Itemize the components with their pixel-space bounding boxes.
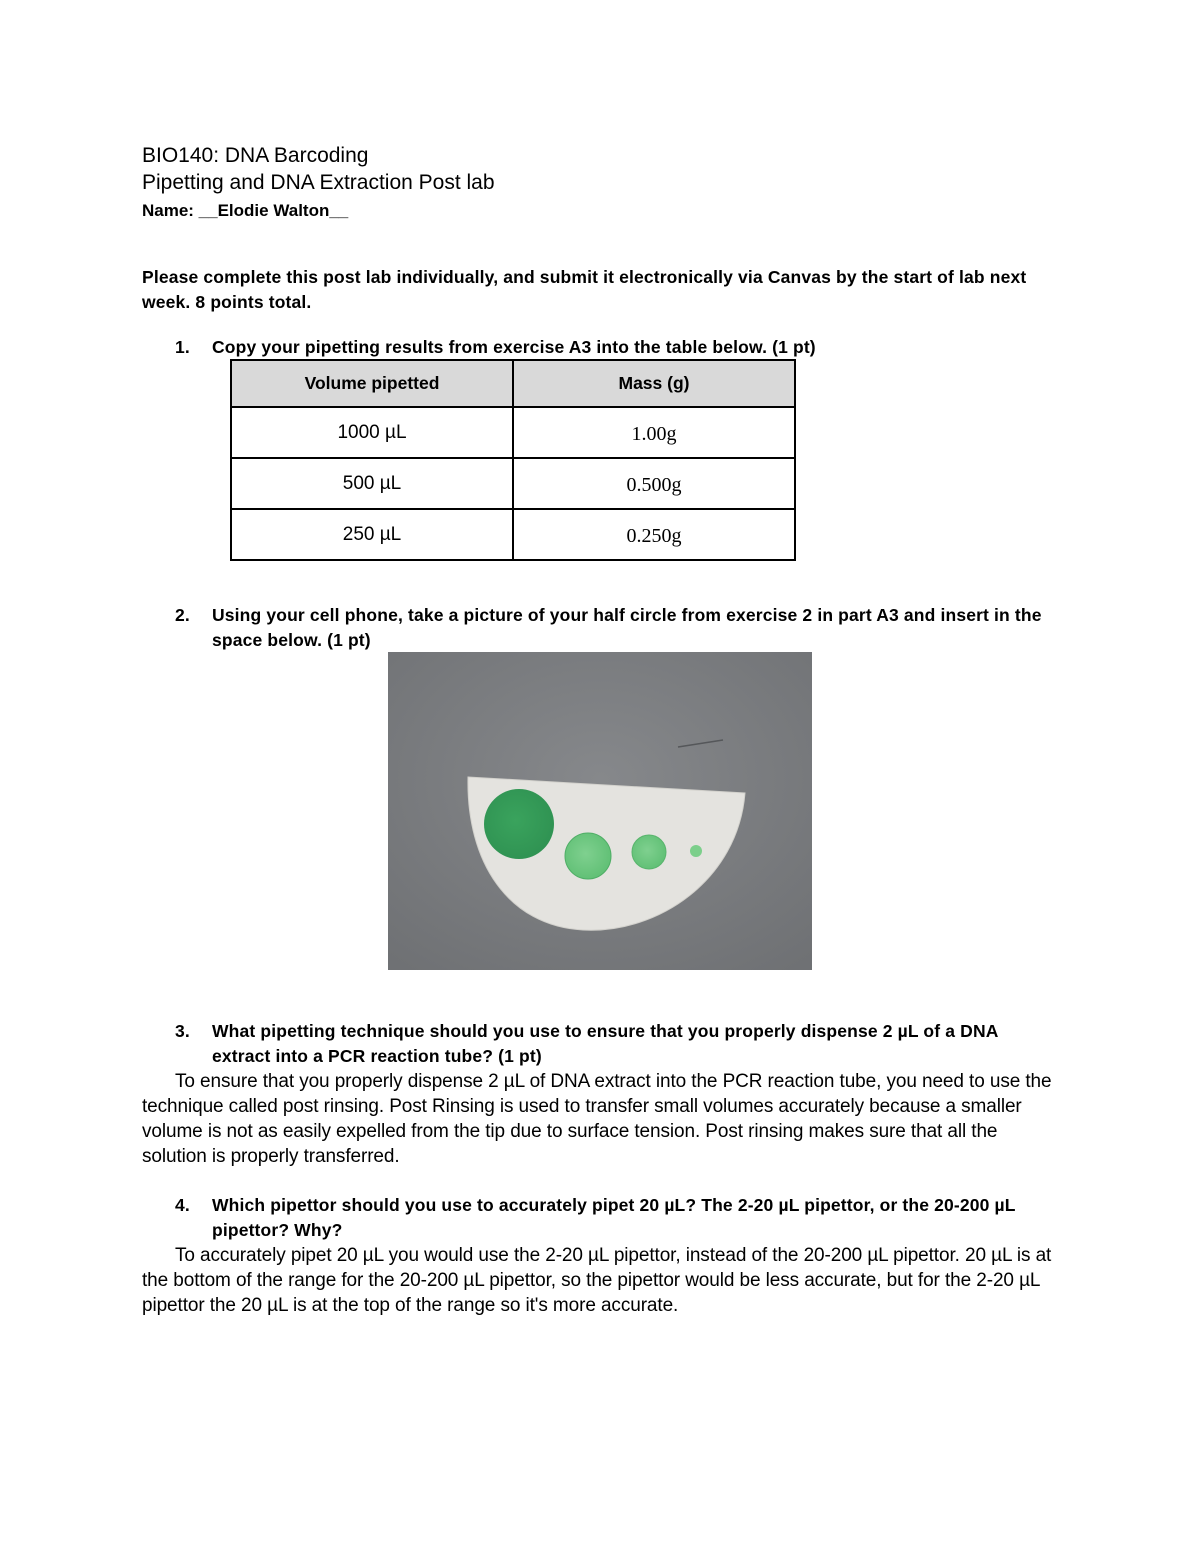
spot-500ul: [565, 833, 611, 879]
question-number: 3.: [175, 1021, 190, 1041]
table-row: [231, 458, 795, 509]
table-row: [231, 509, 795, 560]
volume-cell: 500 µL: [231, 458, 513, 509]
mass-cell: 1.00g: [513, 407, 795, 458]
table-header-row: [231, 360, 795, 407]
header-volume: Volume pipetted: [231, 360, 513, 407]
half-circle-photo: [388, 652, 812, 970]
question-3: [175, 1019, 1055, 1069]
volume-cell: 1000 µL: [231, 407, 513, 458]
mass-cell: 0.500g: [513, 458, 795, 509]
course-title: BIO140: DNA Barcoding: [142, 144, 369, 167]
pipetting-results-table: [230, 359, 796, 561]
question-number: 1.: [175, 337, 190, 357]
header-mass: Mass (g): [513, 360, 795, 407]
spot-1000ul: [484, 789, 554, 859]
student-name: Name: __Elodie Walton__: [142, 201, 349, 220]
question-4: [175, 1193, 1055, 1243]
question-number: 4.: [175, 1195, 190, 1215]
question-text: Using your cell phone, take a picture of your half circle from exercise 2 in part A3 and insert in the space below. (1 pt): [212, 605, 1042, 650]
volume-cell: 250 µL: [231, 509, 513, 560]
lab-subtitle: Pipetting and DNA Extraction Post lab: [142, 171, 495, 194]
question-text: Copy your pipetting results from exercise A3 into the table below. (1 pt): [212, 337, 816, 357]
question-2: [175, 603, 1055, 653]
question-number: 2.: [175, 605, 190, 625]
instructions: Please complete this post lab individually, and submit it electronically via Canvas by the start of lab next week. 8 points total.: [142, 267, 1027, 312]
answer-3: To ensure that you properly dispense 2 µL of DNA extract into the PCR reaction tube, you need to use the technique called post rinsing. Post Rinsing is used to transfer small volumes accurately because a smaller volume is not as easily expelled from the tip due to surface tension. Post rinsing makes sure that all the solution is properly transferred.: [142, 1071, 1052, 1167]
question-1: [175, 335, 1055, 360]
mass-cell: 0.250g: [513, 509, 795, 560]
spot-250ul: [632, 835, 666, 869]
question-text: Which pipettor should you use to accurately pipet 20 µL? The 2-20 µL pipettor, or the 20-200 µL pipettor? Why?: [212, 1195, 1016, 1240]
table-row: [231, 407, 795, 458]
answer-4: To accurately pipet 20 µL you would use the 2-20 µL pipettor, instead of the 20-200 µL pipettor. 20 µL is at the bottom of the range for the 20-200 µL pipettor, so the pipettor would be less accurate, but for the 2-20 µL pipettor the 20 µL is at the top of the range so it's more accurate.: [142, 1245, 1052, 1316]
question-text: What pipetting technique should you use to ensure that you properly dispense 2 µL of a DNA extract into a PCR reaction tube? (1 pt): [212, 1021, 998, 1066]
spot-small: [690, 845, 702, 857]
